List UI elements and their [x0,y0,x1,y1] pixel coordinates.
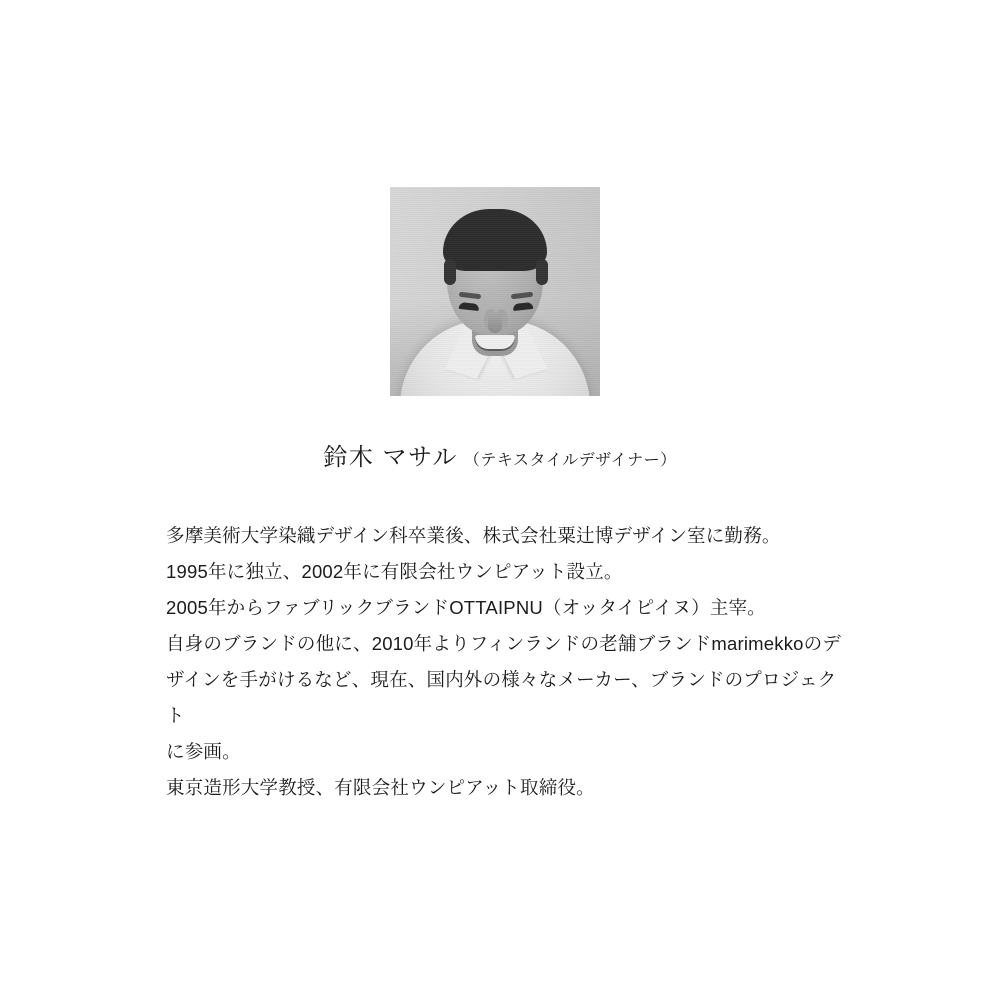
bio-line: 2005年からファブリックブランドOTTAIPNU（オッタイピイヌ）主宰。 [166,597,766,618]
bio-line: ザインを手がけるなど、現在、国内外の様々なメーカー、ブランドのプロジェクト [166,669,837,726]
profile-bio [166,518,846,806]
bio-line: 多摩美術大学染織デザイン科卒業後、株式会社粟辻博デザイン室に勤務。 [166,525,781,546]
eyebrow-left-shape [511,292,533,300]
bio-line: 自身のブランドの他に、2010年よりフィンランドの老舗ブランドmarimekkoのデ [166,633,842,654]
smile-shape [475,335,515,351]
profile-name: 鈴木 マサル [323,444,458,471]
eyebrow-right-shape [459,292,481,300]
nose-shape [488,315,502,333]
sideburn-right-shape [536,259,548,285]
eye-right-shape [459,302,480,311]
portrait-photo [390,187,600,396]
profile-role: （テキスタイルデザイナー） [463,452,677,469]
profile-name-line [0,437,1000,472]
sideburn-left-shape [444,259,456,285]
bio-line: 1995年に独立、2002年に有限会社ウンピアット設立。 [166,561,623,582]
bio-line: 東京造形大学教授、有限会社ウンピアット取締役。 [166,777,595,798]
eye-left-shape [513,302,534,311]
portrait-image [390,187,600,396]
bio-line: に参画。 [166,741,241,762]
